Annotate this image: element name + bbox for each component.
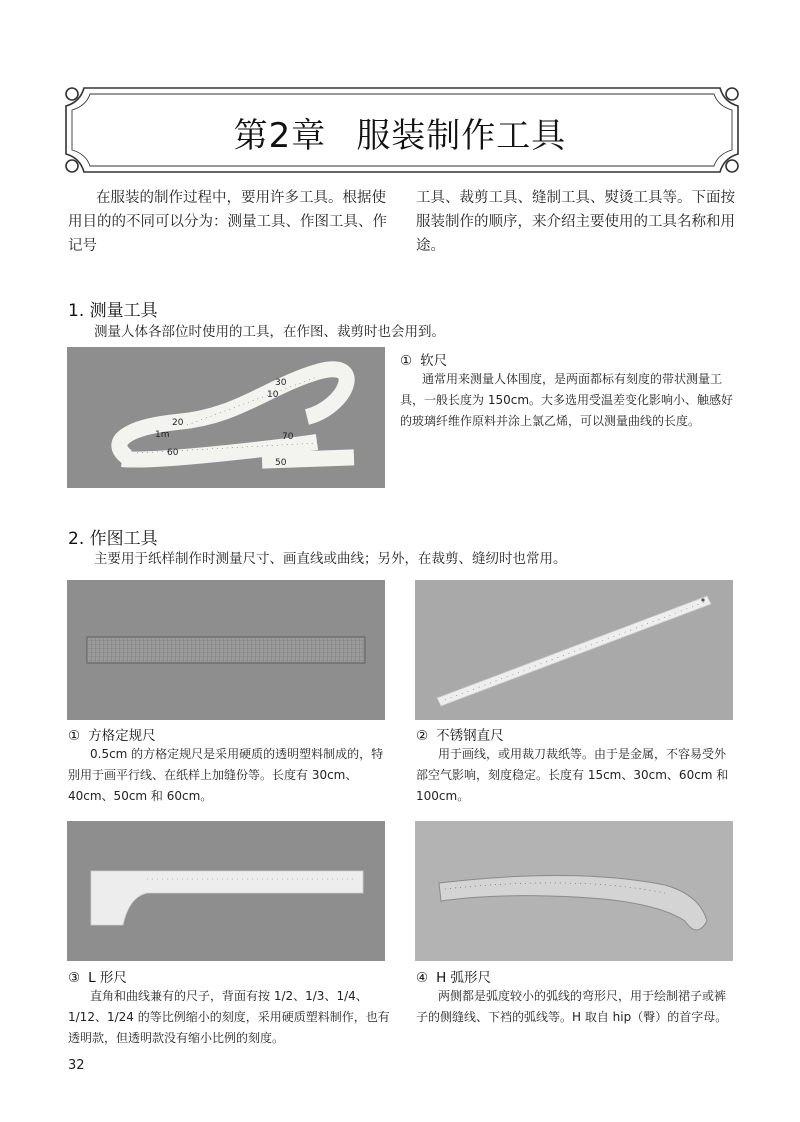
- caption-name: 方格定规尺: [88, 728, 156, 744]
- grid-ruler-caption: [68, 724, 156, 744]
- tape-mark-50: 50: [275, 458, 287, 468]
- chapter-number: 第2章: [233, 116, 327, 156]
- tape-mark-70: 70: [282, 432, 294, 442]
- intro-right-column: 工具、裁剪工具、缝制工具、熨烫工具等。下面按服装制作的顺序，来介绍主要使用的工具名称和用途。: [416, 190, 735, 254]
- l-square-caption: [68, 966, 127, 986]
- chapter-name: 服装制作工具: [356, 116, 567, 156]
- steel-ruler-description: 用于画线，或用裁刀裁纸等。由于是金属，不容易受外部空气影响，刻度稳定。长度有 15cm、30cm、60cm 和 100cm。: [416, 747, 729, 803]
- section2-subtitle: 主要用于纸样制作时测量尺寸、画直线或曲线；另外，在裁剪、缝纫时也常用。: [94, 551, 567, 567]
- page-number: 32: [68, 1058, 85, 1073]
- tape-mark-30: 30: [275, 378, 287, 388]
- tape-mark-1m: 1m: [155, 430, 170, 440]
- hip-curve-caption: [416, 966, 491, 986]
- tape-mark-20: 20: [172, 418, 184, 428]
- tape-mark-60: 60: [167, 448, 179, 458]
- steel-ruler-caption: [416, 724, 504, 744]
- l-square-description: 直角和曲线兼有的尺子，背面有按 1/2、1/3、1/4、1/12、1/24 的等比例缩小的刻度，采用硬质塑料制作，也有透明款，但透明款没有缩小比例的刻度。: [68, 989, 390, 1045]
- section2-heading: 2. 作图工具: [68, 529, 158, 549]
- tape-measure-description: 通常用来测量人体围度，是两面都标有刻度的带状测量工具，一般长度为 150cm。大多选用受温差变化影响小、触感好的玻璃纤维作原料并涂上氯乙烯，可以测量曲线的长度。: [400, 372, 734, 428]
- intro-left-column: 在服装的制作过程中，要用许多工具。根据使用目的的不同可以分为：测量工具、作图工具、作记号: [68, 190, 387, 254]
- caption-name: H 弧形尺: [436, 970, 492, 986]
- section1-subtitle: 测量人体各部位时使用的工具，在作图、裁剪时也会用到。: [94, 324, 445, 340]
- grid-ruler-photo: [67, 580, 385, 720]
- l-square-photo: [67, 821, 385, 961]
- caption-name: L 形尺: [88, 970, 127, 986]
- caption-name: 不锈钢直尺: [436, 728, 504, 744]
- caption-number: ④: [416, 970, 429, 986]
- caption-number: ③: [68, 970, 81, 986]
- hip-curve-description: 两侧都是弧度较小的弧线的弯形尺，用于绘制裙子或裤子的侧缝线、下裆的弧线等。H 取自 hip（臀）的首字母。: [416, 989, 728, 1024]
- tape-mark-10: 10: [267, 390, 279, 400]
- grid-ruler-description: 0.5cm 的方格定规尺是采用硬质的透明塑料制成的，特别用于画平行线、在纸样上加缝份等。长度有 30cm、40cm、50cm 和 60cm。: [68, 747, 384, 803]
- tape-measure-photo: [67, 347, 385, 488]
- caption-number: ①: [400, 353, 413, 369]
- hip-curve-photo: [415, 821, 733, 961]
- steel-ruler-photo: [415, 580, 733, 720]
- caption-name: 软尺: [420, 353, 448, 369]
- chapter-title: [0, 108, 800, 157]
- tape-measure-caption: [400, 349, 447, 369]
- section1-heading: 1. 测量工具: [68, 301, 158, 321]
- caption-number: ①: [68, 728, 81, 744]
- caption-number: ②: [416, 728, 429, 744]
